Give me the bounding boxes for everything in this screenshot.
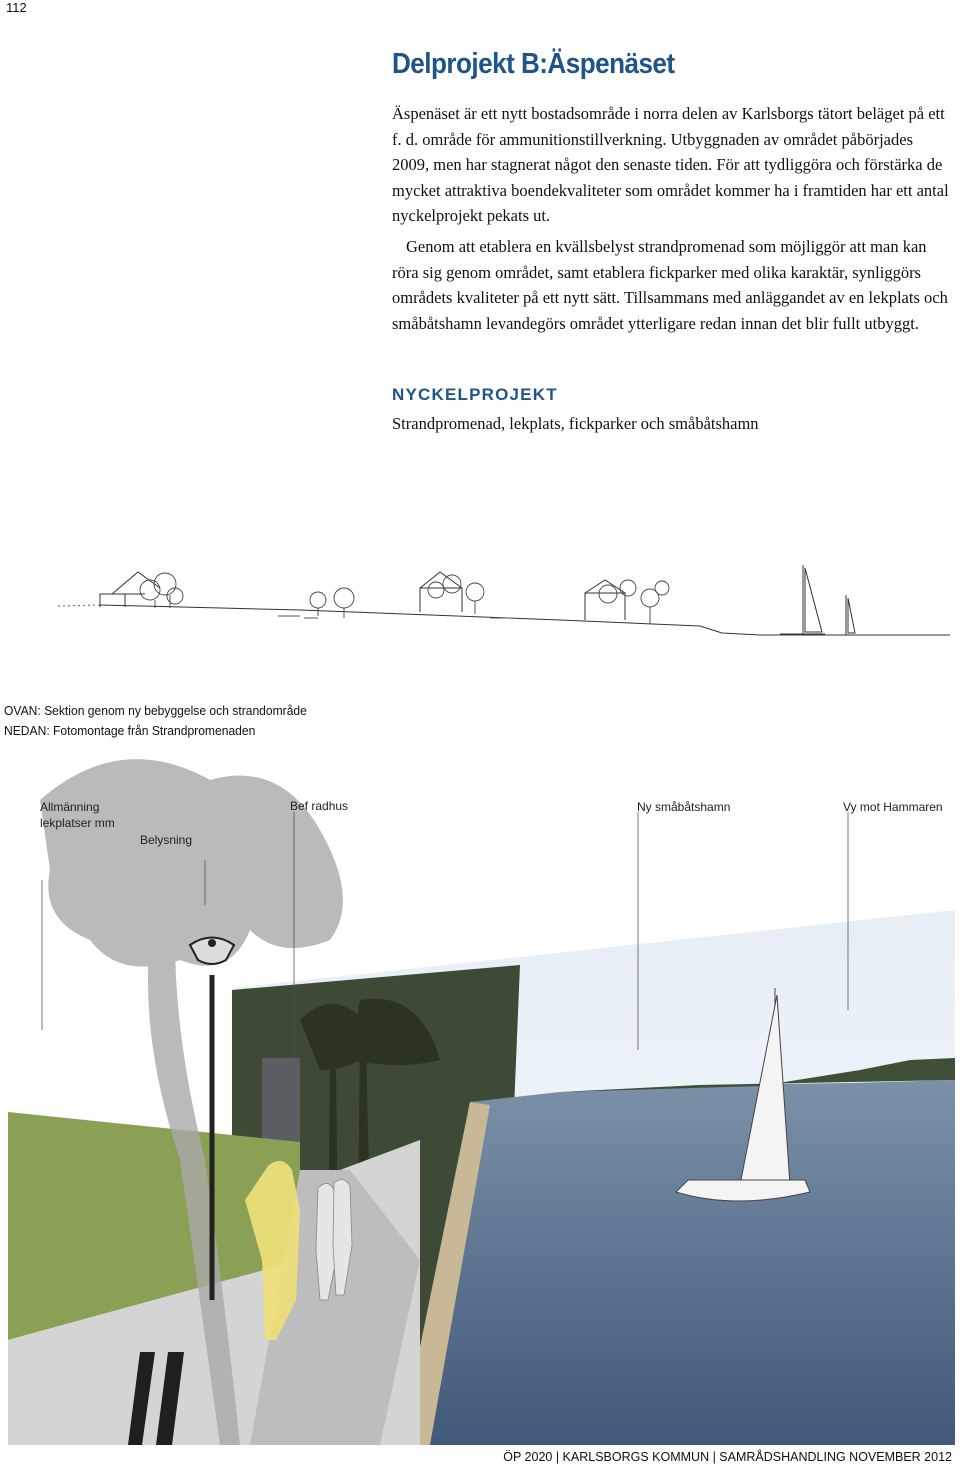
caption-below: [4, 723, 255, 738]
caption-above-text: Sektion genom ny bebyggelse och strandområde: [40, 703, 307, 718]
label-lekplatser: lekplatser mm: [40, 816, 115, 830]
section-trees: [140, 573, 669, 624]
label-allmanning: Allmänning: [40, 800, 100, 814]
section-terrain-dashed: [58, 605, 100, 606]
label-vy-mot-hammaren: Vy mot Hammaren: [843, 800, 943, 814]
label-belysning: Belysning: [140, 833, 193, 847]
key-projects-text: Strandpromenad, lekplats, fickparker och småbåtshamn: [392, 414, 759, 433]
section-sailboat-small: [846, 595, 855, 635]
caption-below-label: NEDAN:: [4, 723, 50, 738]
page-number: 112: [6, 0, 27, 15]
section-house-3: [585, 580, 625, 620]
label-bef-radhus: Bef radhus: [290, 799, 349, 813]
caption-above: [4, 703, 307, 718]
caption-below-text: Fotomontage från Strandpromenaden: [49, 723, 256, 738]
intro-paragraph: Äspenäset är ett nytt bostadsområde i norra delen av Karlsborgs tätort beläget på ett f. d. område för ammunitionstillverkning. Utbyggnaden av området påbörjades 2009, men har stagnerat något den senaste tiden. För att tydliggöra och förstärka de mycket attraktiva boendekvaliteter som området kommer ha i framtiden har ett antal nyckelprojekt pekats ut.: [392, 104, 949, 226]
footer: ÖP 2020 | KARLSBORGS KOMMUN | SAMRÅDSHANDLING NOVEMBER 2012: [503, 1450, 952, 1464]
key-projects-heading: NYCKELPROJEKT: [392, 385, 558, 404]
description-paragraph: Genom att etablera en kvällsbelyst strandpromenad som möjliggör att man kan röra sig genom området, samt etablera fickparker med olika karaktär, synliggörs områdets kvaliteter på ett nytt sätt. Tillsammans med anläggandet av en lekplats och småbåtshamn levandegörs området ytterligare redan innan det blir fullt utbyggt.: [392, 237, 948, 333]
section-ground-line: [100, 605, 950, 635]
page-title: Delprojekt B:Äspenäset: [392, 48, 675, 80]
section-sailboat-large: [780, 565, 825, 634]
section-drawing: [0, 548, 960, 648]
section-house-1: [100, 572, 160, 607]
label-ny-smabatshamn: Ny småbåtshamn: [637, 800, 731, 814]
caption-above-label: OVAN:: [4, 703, 41, 718]
photomontage: [0, 740, 960, 1445]
